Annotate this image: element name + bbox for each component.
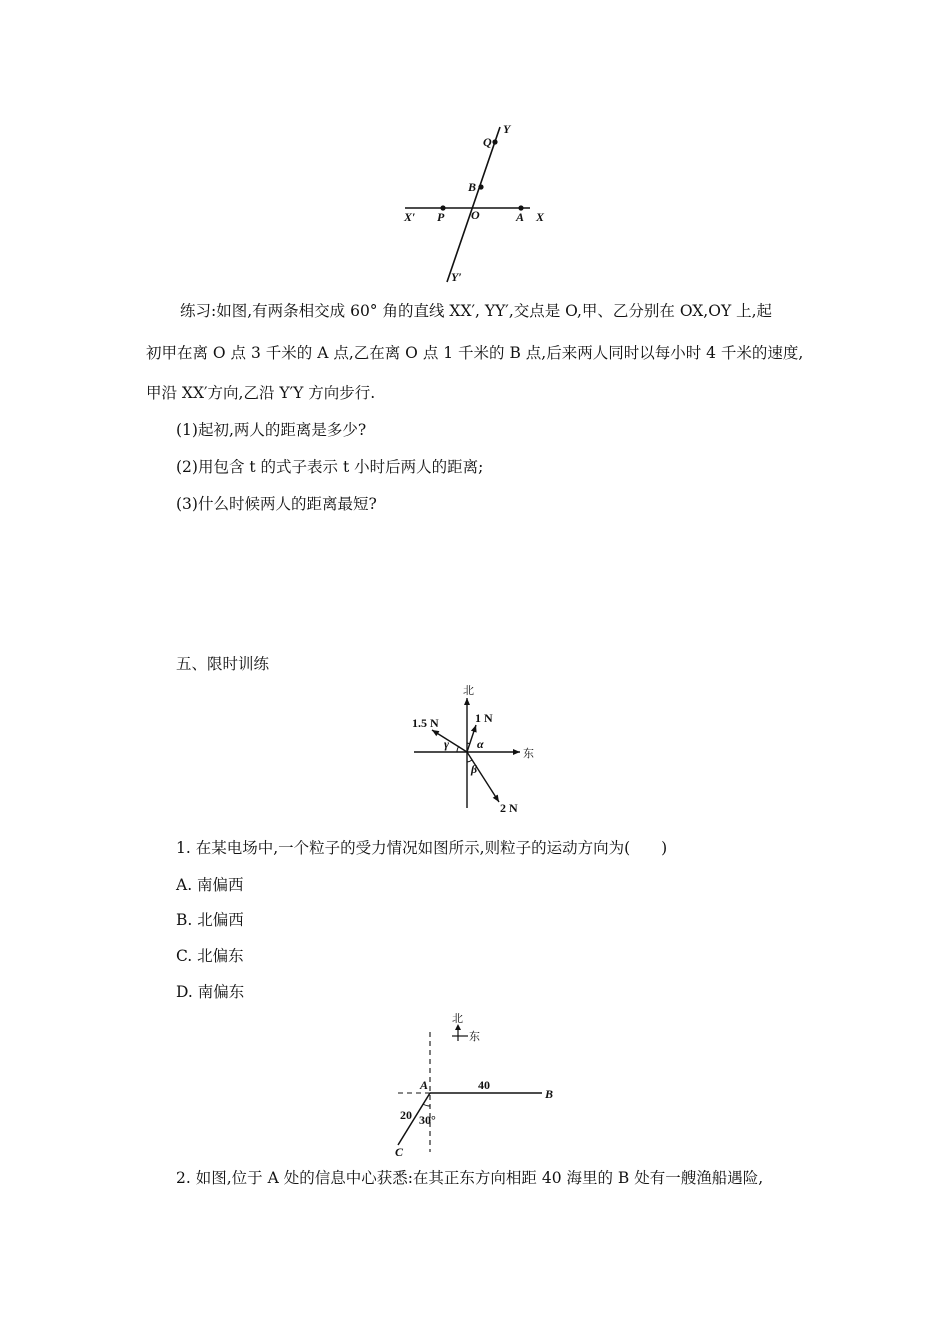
label-o: O xyxy=(471,208,480,222)
angle-30-arc xyxy=(423,1104,430,1106)
label-b: B xyxy=(545,1087,554,1101)
exercise-question-1: (1)起初,两人的距离是多少? xyxy=(176,421,367,439)
label-force-1-5n: 1.5 N xyxy=(412,716,439,730)
question-1-option-b: B. 北偏西 xyxy=(176,911,244,929)
point-b xyxy=(478,184,483,189)
exercise-line-3: 甲沿 XX′方向,乙沿 Y′Y 方向步行. xyxy=(146,384,376,402)
label-force-2n: 2 N xyxy=(500,801,518,815)
label-y: Y xyxy=(503,122,511,136)
point-q xyxy=(492,139,497,144)
question-2-stem: 2. 如图,位于 A 处的信息中心获悉:在其正东方向相距 40 海里的 B 处有一艘渔船遇险, xyxy=(176,1169,764,1187)
section-title: 五、限时训练 xyxy=(176,655,270,673)
angle-gamma-arc xyxy=(457,746,459,752)
exercise-line-2: 初甲在离 O 点 3 千米的 A 点,乙在离 O 点 1 千米的 B 点,后来两人同时以每小时 4 千米的速度, xyxy=(146,344,804,362)
figure-navigation-diagram xyxy=(385,1008,565,1160)
label-alpha: α xyxy=(477,737,484,751)
label-east: 东 xyxy=(523,747,534,760)
line-yy xyxy=(447,127,500,282)
label-beta: β xyxy=(471,762,478,776)
force-1n-arrow xyxy=(467,725,476,752)
exercise-question-3: (3)什么时候两人的距离最短? xyxy=(176,495,377,513)
label-q: Q xyxy=(483,135,492,149)
compass-north-label: 北 xyxy=(452,1012,463,1025)
compass-east-label: 东 xyxy=(469,1030,480,1043)
force-2n-arrow xyxy=(467,752,499,802)
label-x: X xyxy=(536,210,545,224)
label-north: 北 xyxy=(463,684,474,697)
label-p: P xyxy=(437,210,445,224)
label-c: C xyxy=(395,1145,404,1159)
figure-intersecting-lines xyxy=(395,118,555,290)
question-1-option-d: D. 南偏东 xyxy=(176,983,245,1001)
label-a: A xyxy=(420,1078,429,1092)
label-x-prime: X′ xyxy=(404,210,416,224)
label-gamma: γ xyxy=(444,737,449,751)
figure-force-diagram xyxy=(405,680,545,822)
label-a: A xyxy=(516,210,525,224)
question-1-option-c: C. 北偏东 xyxy=(176,947,244,965)
label-force-1n: 1 N xyxy=(475,711,493,725)
force-1-5n-arrow xyxy=(432,730,467,752)
label-angle-30: 30° xyxy=(419,1113,436,1127)
question-1-option-a: A. 南偏西 xyxy=(176,876,244,894)
question-1-stem: 1. 在某电场中,一个粒子的受力情况如图所示,则粒子的运动方向为( ) xyxy=(176,839,668,857)
exercise-line-1: 练习:如图,有两条相交成 60° 角的直线 XX′, YY′,交点是 O,甲、乙分别在 OX,OY 上,起 xyxy=(180,302,773,320)
label-y-prime: Y′ xyxy=(451,270,462,284)
label-distance-40: 40 xyxy=(478,1078,490,1092)
exercise-question-2: (2)用包含 t 的式子表示 t 小时后两人的距离; xyxy=(176,458,484,476)
label-distance-20: 20 xyxy=(400,1108,412,1122)
label-b: B xyxy=(468,180,477,194)
